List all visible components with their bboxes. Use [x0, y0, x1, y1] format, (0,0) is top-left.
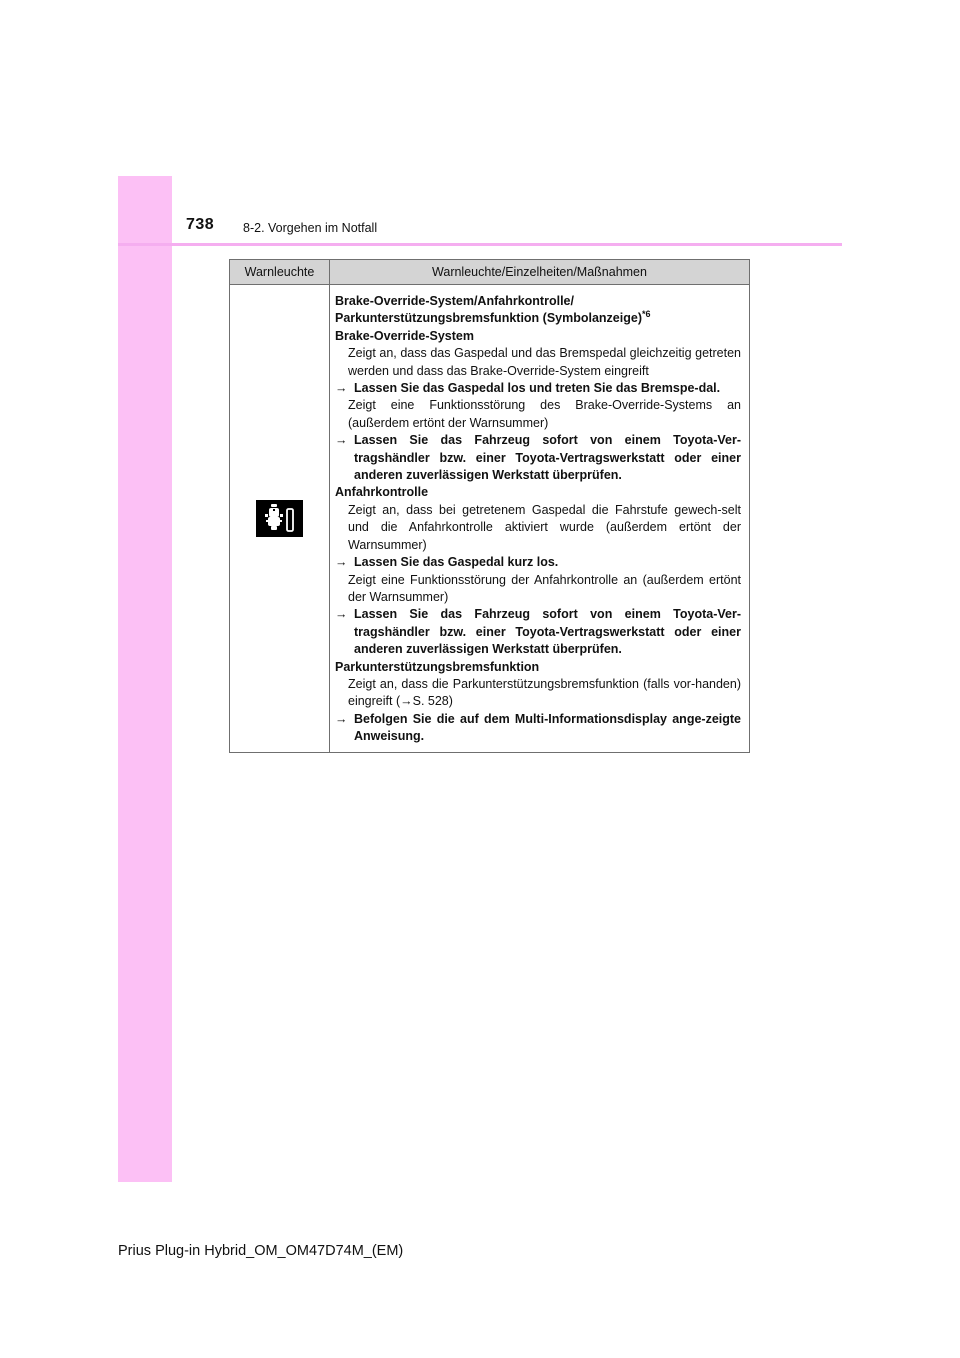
parking-brake-assist-description: Zeigt an, dass die Parkunterstützungsbremsfunktion (falls vor-handen) eingreift (→S. 528)	[348, 676, 741, 709]
parking-brake-assist-heading: Parkunterstützungsbremsfunktion	[335, 659, 540, 674]
table-row	[230, 285, 750, 753]
brake-override-description: Zeigt an, dass das Gaspedal und das Bremspedal gleichzeitig getreten werden und dass das Brake-Override-System eingreift	[348, 346, 741, 378]
header-warning-light: Warnleuchte	[230, 260, 330, 285]
brake-override-malfunction-action: → Lassen Sie das Fahrzeug sofort von einem Toyota-Ver-tragshändler bzw. einer Toyota-Vertragswerkstatt oder einer anderen zuverlässigen Werkstatt überprüfen.	[335, 432, 741, 484]
start-control-malfunction: Zeigt eine Funktionsstörung der Anfahrkontrolle an (außerdem ertönt der Warnsummer)	[348, 572, 741, 604]
section-title: 8-2. Vorgehen im Notfall	[243, 221, 378, 235]
arrow-icon: →	[335, 555, 348, 570]
header-details: Warnleuchte/Einzelheiten/Maßnahmen	[330, 260, 750, 285]
start-control-heading: Anfahrkontrolle	[335, 485, 429, 500]
arrow-icon: →	[335, 381, 348, 396]
parking-brake-assist-action: → Befolgen Sie die auf dem Multi-Informationsdisplay ange-zeigte Anweisung.	[335, 711, 741, 746]
warning-light-table	[229, 259, 750, 753]
start-control-malfunction-action: → Lassen Sie das Fahrzeug sofort von einem Toyota-Ver-tragshändler bzw. einer Toyota-Vertragswerkstatt oder einer anderen zuverlässigen Werkstatt überprüfen.	[335, 606, 741, 658]
brake-override-action: → Lassen Sie das Gaspedal los und treten Sie das Bremspe-dal.	[335, 380, 741, 397]
start-control-description: Zeigt an, dass bei getretenem Gaspedal die Fahrstufe gewech-selt und die Anfahrkontrolle aktiviert wurde (außerdem ertönt der Warnsummer)	[348, 502, 741, 552]
document-footer: Prius Plug-in Hybrid_OM_OM47D74M_(EM)	[118, 1243, 404, 1259]
brake-override-malfunction: Zeigt eine Funktionsstörung des Brake-Override-Systems an (außerdem ertönt der Warnsummer)	[348, 398, 741, 430]
arrow-icon: →	[335, 433, 348, 448]
header-rule	[118, 243, 842, 246]
details-title-line1: Brake-Override-System/Anfahrkontrolle/	[335, 294, 574, 308]
arrow-icon: →	[335, 607, 348, 622]
brake-override-heading: Brake-Override-System	[335, 328, 474, 343]
warning-details-cell	[330, 285, 750, 753]
start-control-action: → Lassen Sie das Gaspedal kurz los.	[335, 554, 741, 571]
details-title-line2: Parkunterstützungsbremsfunktion (Symbolanzeige)$^{*6}$	[335, 309, 651, 326]
thumb-index-bar	[118, 176, 172, 1182]
page-number: 738	[186, 216, 215, 233]
brake-override-pedal-warning-icon	[256, 500, 303, 537]
table-header-row	[230, 260, 750, 285]
warning-light-cell	[230, 285, 330, 753]
arrow-icon: →	[335, 711, 348, 726]
footnote-marker: *6	[641, 309, 651, 320]
